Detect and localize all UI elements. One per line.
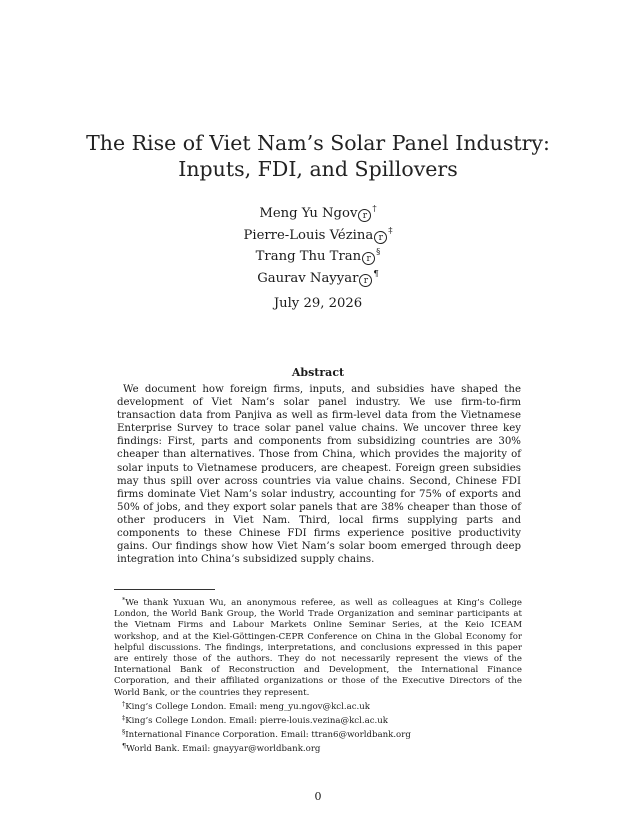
author-footnote-mark: §: [376, 247, 381, 257]
author: [0, 223, 636, 245]
footnote: [114, 727, 522, 741]
paper-date: July 29, 2026: [273, 296, 363, 311]
footnote-text: International Finance Corporation. Email: ttran6@worldbank.org: [125, 730, 411, 741]
author-name: Trang Thu Tran: [255, 249, 362, 264]
author-footnote-mark: ‡: [388, 225, 393, 236]
paper-title-line-1: The Rise of Viet Nam’s Solar Panel Industry:: [86, 131, 550, 155]
footnote-mark: ‡: [122, 714, 126, 723]
footnote-mark: *: [122, 596, 126, 604]
abstract-text: We document how foreign firms, inputs, and subsidies have shaped the development of Viet Nam’s solar panel industry. We use firm-to-firm transaction data from Panjiva as well as firm-level data from the Vietnamese Enterprise Survey to trace solar panel value chains. We uncover three key findings: First, parts and components from subsidizing countries are 30% cheaper than alternatives. Those from China, which provides the majority of solar inputs to Vietnamese producers, are cheapest. Foreign green subsidies may thus spill over across countries via value chains. Second, Chinese FDI firms dominate Viet Nam’s solar industry, accounting for 75% of exports and 50% of jobs, and they export solar panels that are 38% cheaper than those of other producers in Viet Nam. Third, local firms supplying parts and components to these Chinese FDI firms experience positive productivity gains. Our findings show how Viet Nam’s solar boom emerged through deep integration into China’s subsidized supply chains.: [117, 384, 521, 566]
author-footnote-mark: †: [372, 204, 377, 214]
author: [0, 266, 636, 288]
author-name: Pierre-Louis Vézina: [243, 227, 374, 243]
author: [0, 244, 636, 266]
abstract-heading: Abstract: [291, 366, 345, 379]
random-order-mark-icon: r: [362, 252, 375, 265]
author: [0, 201, 636, 223]
footnotes: [114, 595, 522, 756]
footnote: [114, 595, 522, 699]
footnote-text: We thank Yuxuan Wu, an anonymous referee, as well as colleagues at King’s College London, the World Bank Group, the World Trade Organization and seminar participants at the Vietnam Firms and Labour Markets Online Seminar Series, at the Keio ICEAM workshop, and at the Kiel-Göttingen-CEPR Conference on China in the Global Economy for helpful discussions. The findings, interpretations, and conclusions expressed in this paper are entirely those of the authors. They do not necessarily represent the views of the International Bank of Reconstruction and Development, the International Finance Corporation, and their affiliated organizations or those of the Executive Directors of the World Bank, or the countries they represent.: [114, 598, 522, 698]
author-name: Gaurav Nayyar: [257, 270, 359, 286]
footnote-mark: †: [122, 699, 126, 708]
footnote-divider: [114, 589, 215, 590]
footnote-text: World Bank. Email: gnayyar@worldbank.org: [126, 744, 321, 755]
author-name: Meng Yu Ngov: [259, 206, 358, 221]
footnote-text: King’s College London. Email: pierre-louis.vezina@kcl.ac.uk: [125, 716, 389, 727]
page-number: 0: [314, 790, 322, 803]
footnote-mark: ¶: [122, 742, 127, 751]
footnote-mark: §: [122, 728, 126, 737]
random-order-mark-icon: r: [358, 209, 371, 222]
random-order-mark-icon: r: [359, 274, 372, 287]
paper-title-line-2: Inputs, FDI, and Spillovers: [178, 157, 458, 181]
random-order-mark-icon: r: [374, 231, 387, 244]
paper-title: [0, 130, 636, 182]
footnote: [114, 699, 522, 713]
author-footnote-mark: ¶: [373, 268, 379, 279]
author-list: [0, 201, 636, 287]
footnote: [114, 741, 522, 755]
footnote-text: King’s College London. Email: meng_yu.ngov@kcl.ac.uk: [125, 701, 370, 712]
footnote: [114, 713, 522, 727]
